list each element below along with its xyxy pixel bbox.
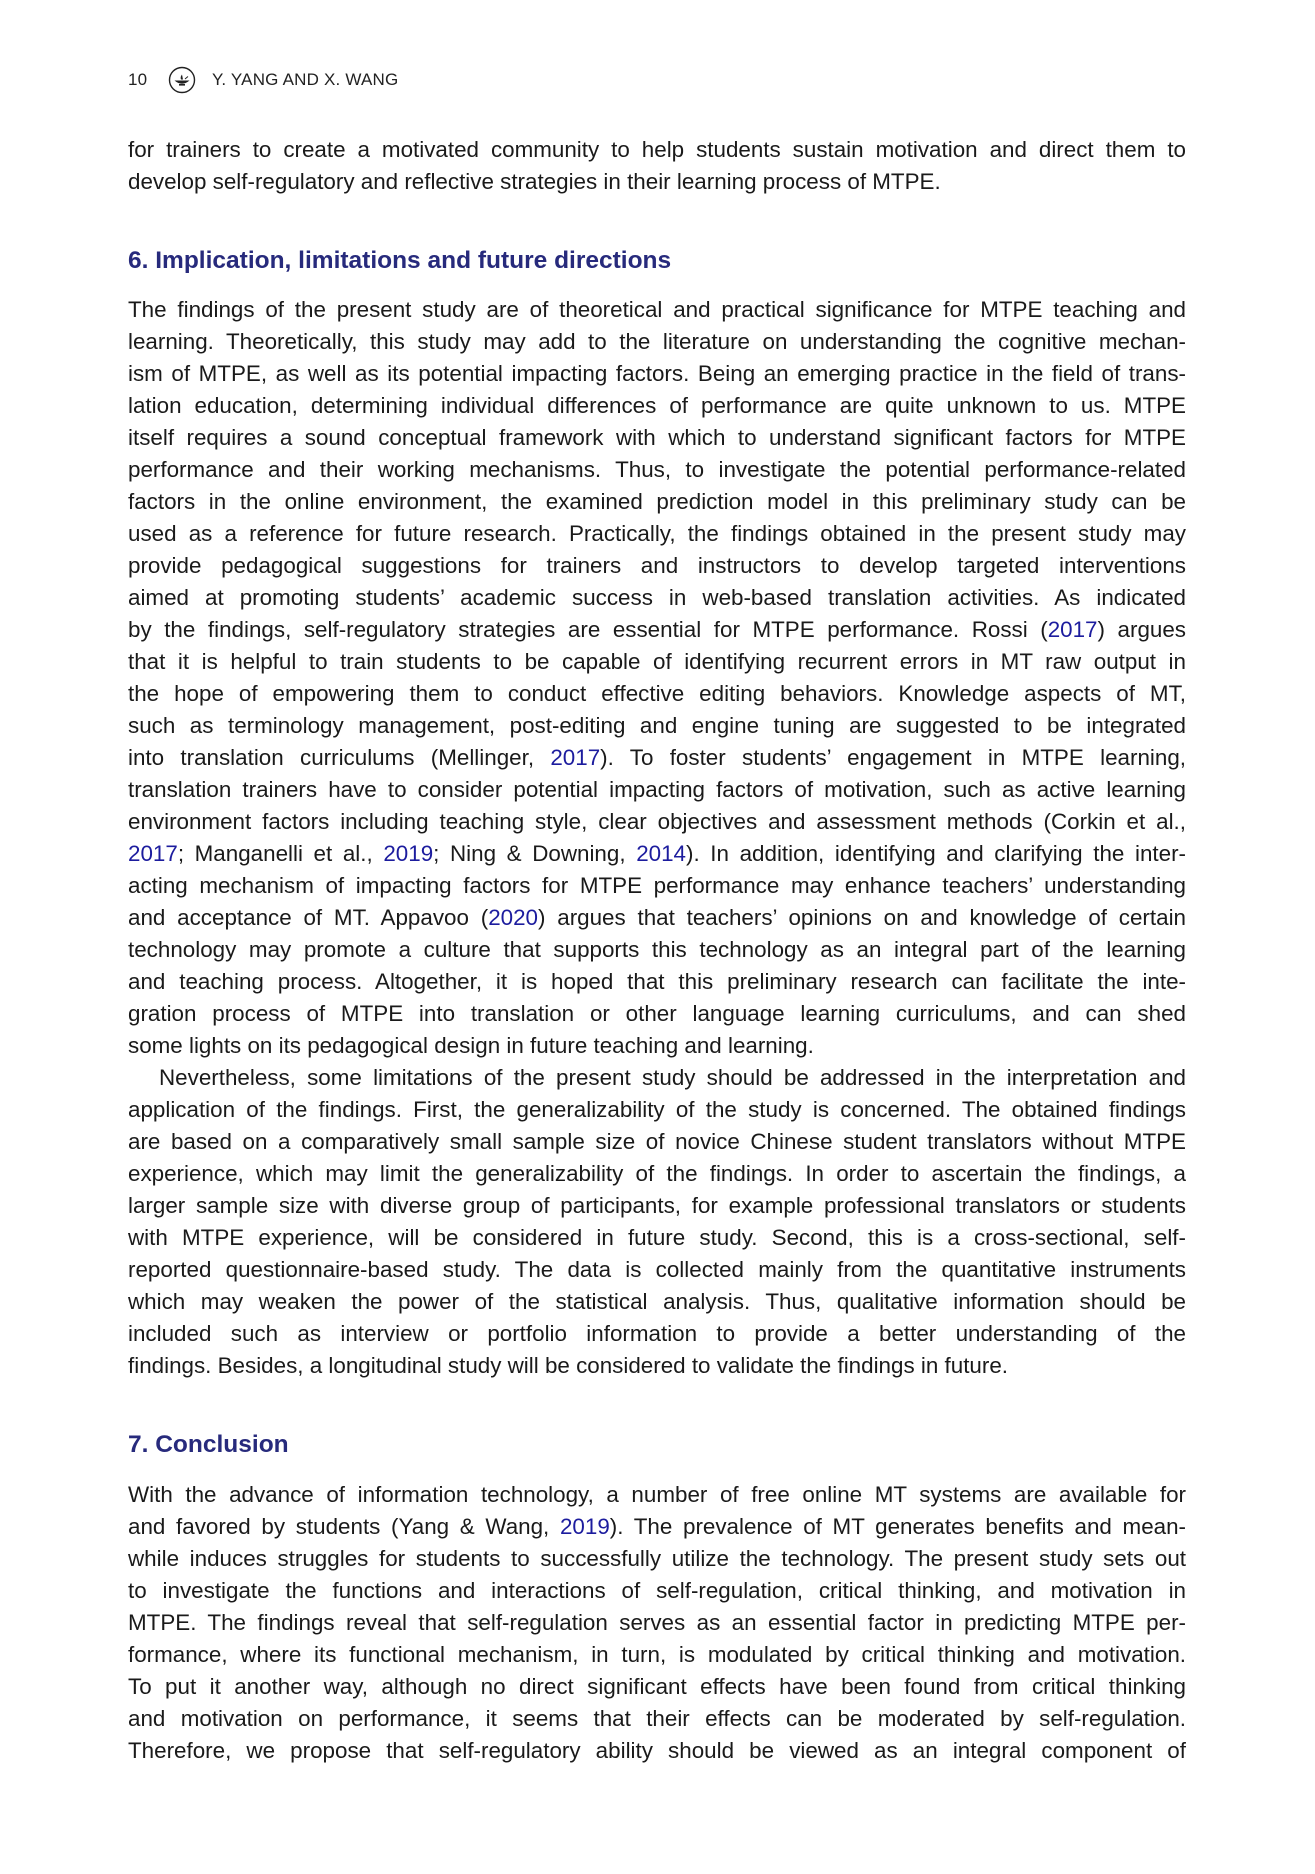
text-run: the hope of empowering them to conduct effective editing behaviors. Knowledge aspects of MT, [128, 681, 1186, 706]
citation-link[interactable]: 2014 [636, 841, 686, 866]
text-line [128, 646, 1186, 678]
text-run: by the findings, self-regulatory strategies are essential for MTPE performance. Rossi ( [128, 617, 1048, 642]
text-run: MTPE. The findings reveal that self-regulation serves as an essential factor in predicting MTPE per- [128, 1610, 1186, 1635]
citation-link[interactable]: 2017 [1047, 617, 1098, 642]
text-line [128, 1671, 1186, 1703]
text-line [128, 1030, 1186, 1062]
conclusion-paragraph [128, 1479, 1186, 1767]
text-line: Nevertheless, some limitations of the present study should be addressed in the interpretation and [159, 1065, 1186, 1090]
text-run: learning. Theoretically, this study may add to the literature on understanding the cognitive mechan- [128, 329, 1186, 354]
section6-paragraph-2 [128, 1062, 1186, 1382]
text-line [128, 870, 1186, 902]
publisher-lamp-icon [168, 66, 196, 94]
text-line [128, 486, 1186, 518]
text-run: acting mechanism of impacting factors for MTPE performance may enhance teachers’ understanding [128, 873, 1186, 898]
text-run: ; Ning & Downing, [433, 841, 637, 866]
text-line: experience, which may limit the generalizability of the findings. In order to ascertain the findings, a [128, 1161, 1186, 1186]
text-run: to investigate the functions and interactions of self-regulation, critical thinking, and motivation in [128, 1578, 1186, 1603]
text-run: used as a reference for future research. Practically, the findings obtained in the present study may [128, 521, 1186, 546]
text-run: ism of MTPE, as well as its potential impacting factors. Being an emerging practice in the field of trans- [128, 361, 1186, 386]
text-line: application of the findings. First, the generalizability of the study is concerned. The obtained findings [128, 1097, 1186, 1122]
section-heading-conclusion: 7. Conclusion [128, 1431, 289, 1458]
text-run: With the advance of information technology, a number of free online MT systems are available for [128, 1482, 1186, 1507]
text-run: ). In addition, identifying and clarifying the inter- [686, 841, 1186, 866]
text-line [128, 806, 1186, 838]
text-run: environment factors including teaching style, clear objectives and assessment methods (Corkin et al., [128, 809, 1186, 834]
text-run: lation education, determining individual differences of performance are quite unknown to us. MTPE [128, 393, 1186, 418]
text-run: gration process of MTPE into translation or other language learning curriculums, and can shed [128, 1001, 1186, 1026]
text-line: findings. Besides, a longitudinal study will be considered to validate the findings in future. [128, 1353, 1008, 1378]
citation-link[interactable]: 2017 [128, 841, 178, 866]
text-line: which may weaken the power of the statistical analysis. Thus, qualitative information should be [128, 1289, 1186, 1314]
text-line [128, 1479, 1186, 1511]
section6-paragraph-1 [128, 294, 1186, 1062]
text-run: performance and their working mechanisms. Thus, to investigate the potential performance-related [128, 457, 1186, 482]
text-line [128, 742, 1186, 774]
text-run: ). To foster students’ engagement in MTPE learning, [600, 745, 1186, 770]
text-run: some lights on its pedagogical design in future teaching and learning. [128, 1033, 814, 1058]
text-run: provide pedagogical suggestions for trainers and instructors to develop targeted interventions [128, 553, 1186, 578]
text-line [128, 1703, 1186, 1735]
text-line [128, 550, 1186, 582]
text-line [128, 294, 1186, 326]
text-line [128, 390, 1186, 422]
text-run: and teaching process. Altogether, it is hoped that this preliminary research can facilitate the inte- [128, 969, 1186, 994]
text-line [128, 998, 1186, 1030]
text-run: technology may promote a culture that supports this technology as an integral part of the learning [128, 937, 1186, 962]
text-run: aimed at promoting students’ academic success in web-based translation activities. As indicated [128, 585, 1186, 610]
text-run: The findings of the present study are of theoretical and practical significance for MTPE teaching and [128, 297, 1186, 322]
section-heading-implications: 6. Implication, limitations and future directions [128, 247, 672, 274]
text-line [128, 358, 1186, 390]
text-line [128, 1575, 1186, 1607]
text-run: and favored by students (Yang & Wang, [128, 1514, 560, 1539]
text-line: reported questionnaire-based study. The data is collected mainly from the quantitative instruments [128, 1257, 1186, 1282]
text-run: itself requires a sound conceptual framework with which to understand significant factors for MTPE [128, 425, 1186, 450]
text-run: ) argues that teachers’ opinions on and knowledge of certain [538, 905, 1186, 930]
citation-link[interactable]: 2017 [550, 745, 601, 770]
text-line [128, 518, 1186, 550]
text-line: develop self-regulatory and reflective strategies in their learning process of MTPE. [128, 169, 941, 194]
citation-link[interactable]: 2020 [488, 905, 538, 930]
text-line [128, 1735, 1186, 1767]
text-run: To put it another way, although no direct significant effects have been found from critical thinking [128, 1674, 1186, 1699]
text-run: and motivation on performance, it seems that their effects can be moderated by self-regulation. [128, 1706, 1186, 1731]
text-run: while induces struggles for students to successfully utilize the technology. The present study sets out [128, 1546, 1186, 1571]
text-line: included such as interview or portfolio information to provide a better understanding of the [128, 1321, 1186, 1346]
text-line: are based on a comparatively small sample size of novice Chinese student translators without MTPE [128, 1129, 1186, 1154]
text-run: translation trainers have to consider potential impacting factors of motivation, such as active learning [128, 777, 1186, 802]
text-line [128, 1607, 1186, 1639]
text-line [128, 902, 1186, 934]
text-line [128, 710, 1186, 742]
text-line [128, 582, 1186, 614]
text-line [128, 454, 1186, 486]
continuation-paragraph [128, 134, 1186, 198]
text-line [128, 966, 1186, 998]
text-line [128, 1639, 1186, 1671]
text-line: with MTPE experience, will be considered in future study. Second, this is a cross-sectional, self- [128, 1225, 1186, 1250]
citation-link[interactable]: 2019 [559, 1514, 610, 1539]
text-line [128, 614, 1186, 646]
text-run: factors in the online environment, the examined prediction model in this preliminary study can be [128, 489, 1186, 514]
text-run: and acceptance of MT. Appavoo ( [128, 905, 489, 930]
running-head-authors: Y. YANG AND X. WANG [212, 70, 399, 89]
text-line [128, 774, 1186, 806]
text-run: ). The prevalence of MT generates benefits and mean- [609, 1514, 1187, 1539]
citation-link[interactable]: 2019 [383, 841, 434, 866]
text-line [128, 422, 1186, 454]
text-line [128, 678, 1186, 710]
text-run: formance, where its functional mechanism, in turn, is modulated by critical thinking and motivation. [128, 1642, 1186, 1667]
text-line [128, 838, 1186, 870]
running-head [128, 66, 398, 94]
text-line: for trainers to create a motivated community to help students sustain motivation and direct them to [128, 137, 1186, 162]
text-line [128, 326, 1186, 358]
text-run: ) argues [1097, 617, 1186, 642]
text-run: into translation curriculums (Mellinger, [128, 745, 551, 770]
text-run: that it is helpful to train students to be capable of identifying recurrent errors in MT raw output in [128, 649, 1186, 674]
text-run: such as terminology management, post-editing and engine tuning are suggested to be integrated [128, 713, 1186, 738]
text-line: larger sample size with diverse group of participants, for example professional translators or students [128, 1193, 1186, 1218]
text-run: Therefore, we propose that self-regulatory ability should be viewed as an integral component of [128, 1738, 1186, 1763]
text-line [128, 934, 1186, 966]
text-line [128, 1543, 1186, 1575]
text-run: ; Manganelli et al., [177, 841, 384, 866]
page-number: 10 [128, 70, 148, 89]
text-line [128, 1511, 1186, 1543]
